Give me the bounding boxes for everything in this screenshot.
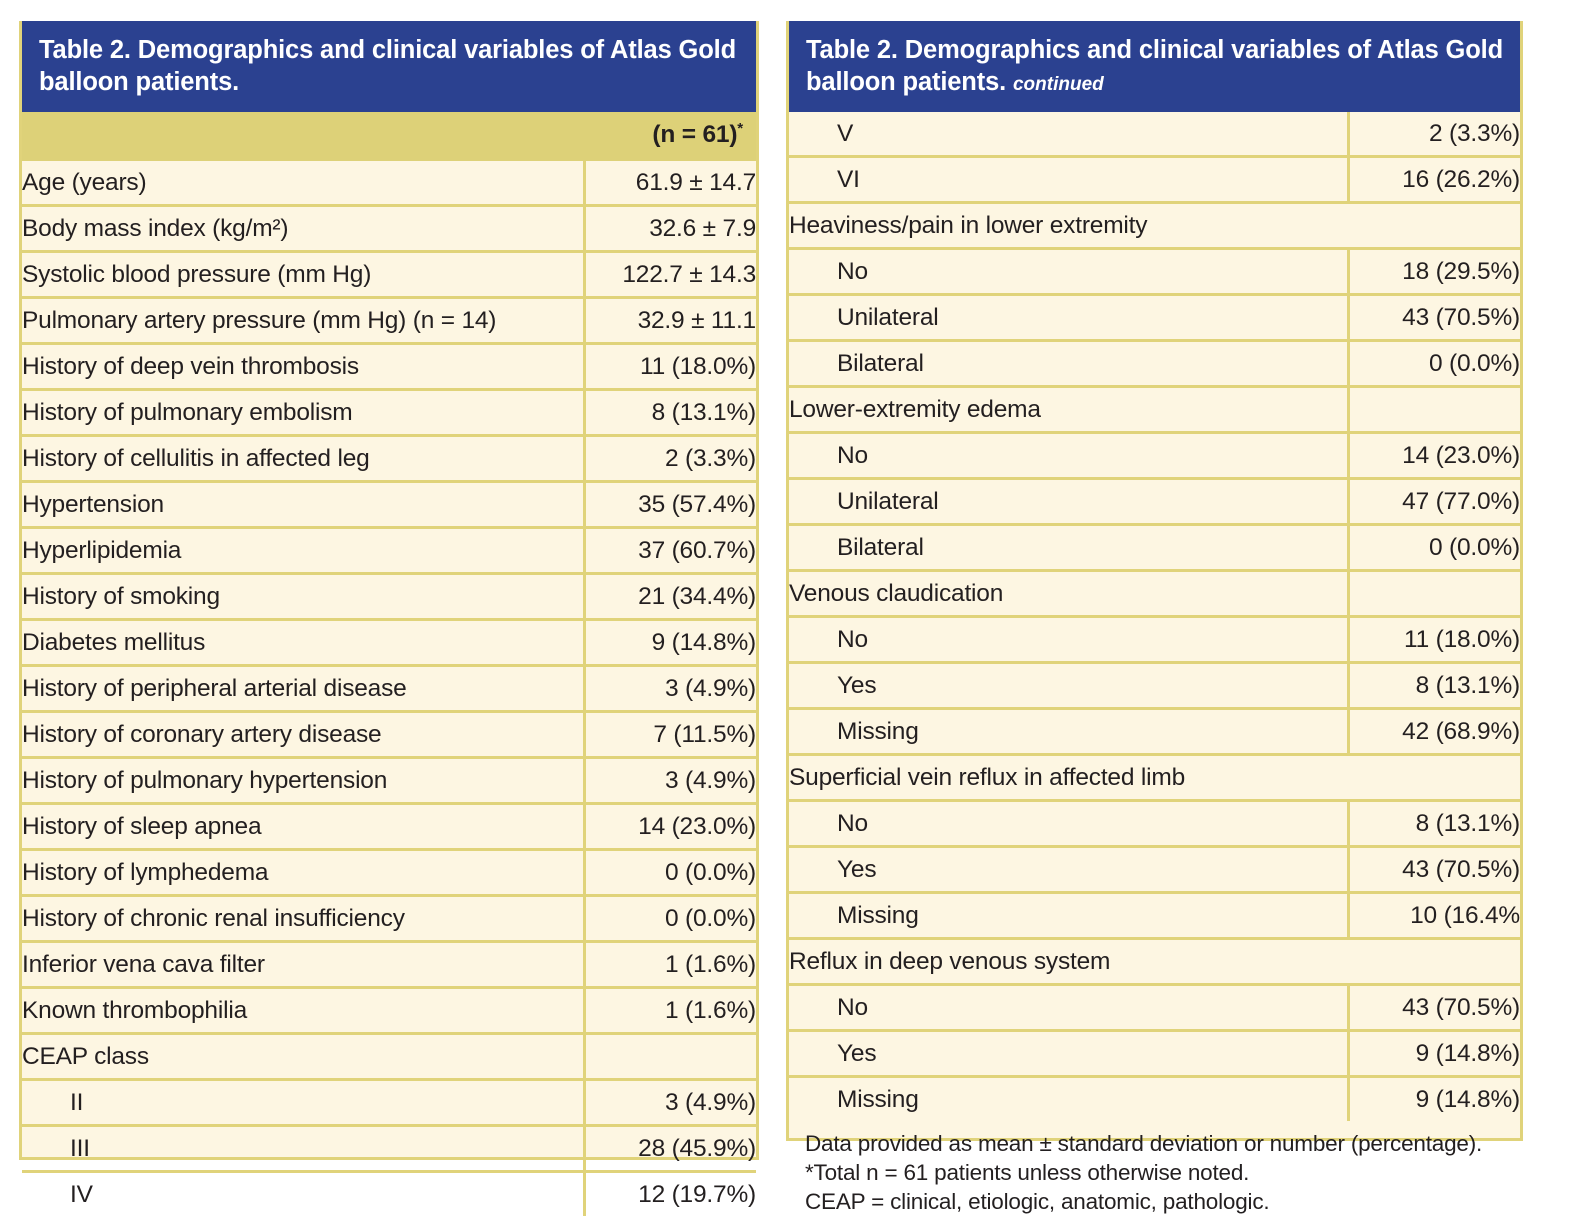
table-row <box>22 896 756 942</box>
table-left-title <box>22 21 756 112</box>
row-value: 9 (14.8%) <box>584 620 756 666</box>
table-row <box>22 1080 756 1126</box>
row-label: Age (years) <box>22 160 584 206</box>
table-row <box>22 666 756 712</box>
table-row <box>789 433 1520 479</box>
table-row <box>22 804 756 850</box>
row-label: History of peripheral arterial disease <box>22 666 584 712</box>
row-label: Pulmonary artery pressure (mm Hg) (n = 14) <box>22 298 584 344</box>
row-label: Yes <box>789 1031 1348 1077</box>
row-value: 11 (18.0%) <box>1348 617 1520 663</box>
row-value: 43 (70.5%) <box>1348 985 1520 1031</box>
table-left-title-text: Table 2. Demographics and clinical variables of Atlas Gold balloon patients. <box>39 36 737 97</box>
column-header-n: (n = 61) <box>652 121 738 148</box>
row-label: No <box>789 801 1348 847</box>
table-row <box>22 206 756 252</box>
table-row <box>789 1031 1520 1077</box>
table-left-body <box>22 112 756 1216</box>
row-label: Yes <box>789 663 1348 709</box>
row-label: Superficial vein reflux in affected limb <box>789 755 1520 801</box>
table-row <box>789 893 1520 939</box>
table-row <box>789 985 1520 1031</box>
table-row <box>789 1077 1520 1122</box>
row-label: Unilateral <box>789 295 1348 341</box>
table-row <box>22 1034 756 1080</box>
row-label: IV <box>70 1180 93 1208</box>
table-row <box>22 160 756 206</box>
table-row <box>22 758 756 804</box>
row-value: 3 (4.9%) <box>584 666 756 712</box>
row-value: 1 (1.6%) <box>584 988 756 1034</box>
row-value: 18 (29.5%) <box>1348 249 1520 295</box>
row-value <box>1348 571 1520 617</box>
table-row <box>789 479 1520 525</box>
table-row <box>22 252 756 298</box>
row-value: 9 (14.8%) <box>1348 1031 1520 1077</box>
table-row <box>22 942 756 988</box>
row-label: Hypertension <box>22 482 584 528</box>
table-row <box>22 528 756 574</box>
row-value: 14 (23.0%) <box>584 804 756 850</box>
table-right-title-text: Table 2. Demographics and clinical variables of Atlas Gold balloon patients. <box>806 36 1504 97</box>
row-label: Missing <box>837 1085 919 1113</box>
table-row <box>789 847 1520 893</box>
row-value: 14 (23.0%) <box>1348 433 1520 479</box>
row-value: 8 (13.1%) <box>584 390 756 436</box>
row-label: History of deep vein thrombosis <box>22 344 584 390</box>
table-row <box>789 203 1520 249</box>
footnote-line: *Total n = 61 patients unless otherwise noted. <box>805 1160 1250 1186</box>
row-label: CEAP class <box>22 1034 584 1080</box>
row-value: 0 (0.0%) <box>1348 525 1520 571</box>
table-right-title <box>789 21 1520 112</box>
row-value: 2 (3.3%) <box>1348 112 1520 157</box>
row-value: 43 (70.5%) <box>1348 295 1520 341</box>
table-left-column-header-row <box>22 112 756 160</box>
row-label: History of lymphedema <box>22 850 584 896</box>
table-row <box>789 617 1520 663</box>
table-row <box>789 939 1520 985</box>
row-label: Body mass index (kg/m²) <box>22 206 584 252</box>
row-label: No <box>789 249 1348 295</box>
table-row <box>22 850 756 896</box>
row-label: Yes <box>789 847 1348 893</box>
column-header-label <box>22 112 584 160</box>
row-value: 9 (14.8%) <box>1348 1077 1520 1122</box>
row-label: History of pulmonary embolism <box>22 390 584 436</box>
row-label: Bilateral <box>789 525 1348 571</box>
row-value: 3 (4.9%) <box>584 1080 756 1126</box>
table-row <box>789 801 1520 847</box>
row-label: History of cellulitis in affected leg <box>22 436 584 482</box>
table-row <box>789 112 1520 157</box>
table-panel-right <box>786 21 1523 1214</box>
row-value: 42 (68.9%) <box>1348 709 1520 755</box>
row-label: Diabetes mellitus <box>22 620 584 666</box>
row-label: Hyperlipidemia <box>22 528 584 574</box>
footnote-line: CEAP = clinical, etiologic, anatomic, pathologic. <box>805 1188 1270 1214</box>
table-right-title-continued: continued <box>1012 74 1104 96</box>
column-header-asterisk: * <box>737 119 743 137</box>
table-row <box>789 387 1520 433</box>
row-value: 0 (0.0%) <box>584 850 756 896</box>
table-row <box>789 295 1520 341</box>
row-value: 122.7 ± 14.3 <box>584 252 756 298</box>
table-row <box>22 988 756 1034</box>
table-row <box>22 482 756 528</box>
row-value: 0 (0.0%) <box>584 896 756 942</box>
row-label: III <box>22 1126 584 1172</box>
row-value: 32.9 ± 11.1 <box>584 298 756 344</box>
row-value: 37 (60.7%) <box>584 528 756 574</box>
row-label: No <box>789 985 1348 1031</box>
row-value: 35 (57.4%) <box>584 482 756 528</box>
table-row <box>22 712 756 758</box>
table-row <box>789 157 1520 203</box>
row-label: Lower-extremity edema <box>789 387 1348 433</box>
row-label: No <box>789 433 1348 479</box>
table-row <box>789 525 1520 571</box>
row-label: II <box>22 1080 584 1126</box>
table-right <box>789 112 1520 1121</box>
row-value: 3 (4.9%) <box>584 758 756 804</box>
row-label: Reflux in deep venous system <box>789 939 1520 985</box>
row-label: Known thrombophilia <box>22 988 584 1034</box>
row-label: History of chronic renal insufficiency <box>22 896 584 942</box>
row-label: Heaviness/pain in lower extremity <box>789 203 1520 249</box>
row-value: 16 (26.2%) <box>1348 157 1520 203</box>
table-right-body <box>789 112 1520 1121</box>
row-label: Systolic blood pressure (mm Hg) <box>22 252 584 298</box>
footnote-line: Data provided as mean ± standard deviation or number (percentage). <box>805 1131 1483 1157</box>
row-value: 61.9 ± 14.7 <box>584 160 756 206</box>
row-value: 47 (77.0%) <box>1348 479 1520 525</box>
table-row <box>22 574 756 620</box>
table-row <box>789 663 1520 709</box>
row-label: History of smoking <box>22 574 584 620</box>
row-value: 32.6 ± 7.9 <box>584 206 756 252</box>
row-value: 7 (11.5%) <box>584 712 756 758</box>
row-value: 2 (3.3%) <box>584 436 756 482</box>
table-row <box>22 436 756 482</box>
row-label: History of sleep apnea <box>22 804 584 850</box>
row-value: 10 (16.4% <box>1348 893 1520 939</box>
table-row <box>789 249 1520 295</box>
row-label: History of pulmonary hypertension <box>22 758 584 804</box>
row-label: No <box>789 617 1348 663</box>
table-row <box>22 620 756 666</box>
row-label: Missing <box>789 709 1348 755</box>
table-row <box>22 298 756 344</box>
row-label: Unilateral <box>789 479 1348 525</box>
row-value: 8 (13.1%) <box>1348 663 1520 709</box>
row-label: Venous claudication <box>789 571 1348 617</box>
table-row <box>789 709 1520 755</box>
row-value: 0 (0.0%) <box>1348 341 1520 387</box>
table-left <box>22 112 756 1216</box>
table-row <box>22 344 756 390</box>
table-footnote <box>789 1121 1520 1226</box>
row-value: 1 (1.6%) <box>584 942 756 988</box>
table-row <box>22 1172 756 1217</box>
row-label: Inferior vena cava filter <box>22 942 584 988</box>
row-value: 12 (19.7%) <box>584 1172 756 1217</box>
column-header-value <box>584 112 756 160</box>
table-row <box>789 571 1520 617</box>
row-label: V <box>789 112 1348 157</box>
row-label: Missing <box>789 893 1348 939</box>
row-value: 21 (34.4%) <box>584 574 756 620</box>
row-value: 28 (45.9%) <box>584 1126 756 1172</box>
row-label: History of coronary artery disease <box>22 712 584 758</box>
table-row <box>789 341 1520 387</box>
table-row <box>22 1126 756 1172</box>
row-label: Bilateral <box>789 341 1348 387</box>
row-label: VI <box>789 157 1348 203</box>
table-panel-left <box>19 21 759 1208</box>
row-value: 43 (70.5%) <box>1348 847 1520 893</box>
row-value <box>1348 387 1520 433</box>
row-value: 8 (13.1%) <box>1348 801 1520 847</box>
table-row <box>789 755 1520 801</box>
table-row <box>22 390 756 436</box>
row-value: 11 (18.0%) <box>584 344 756 390</box>
row-value <box>584 1034 756 1080</box>
